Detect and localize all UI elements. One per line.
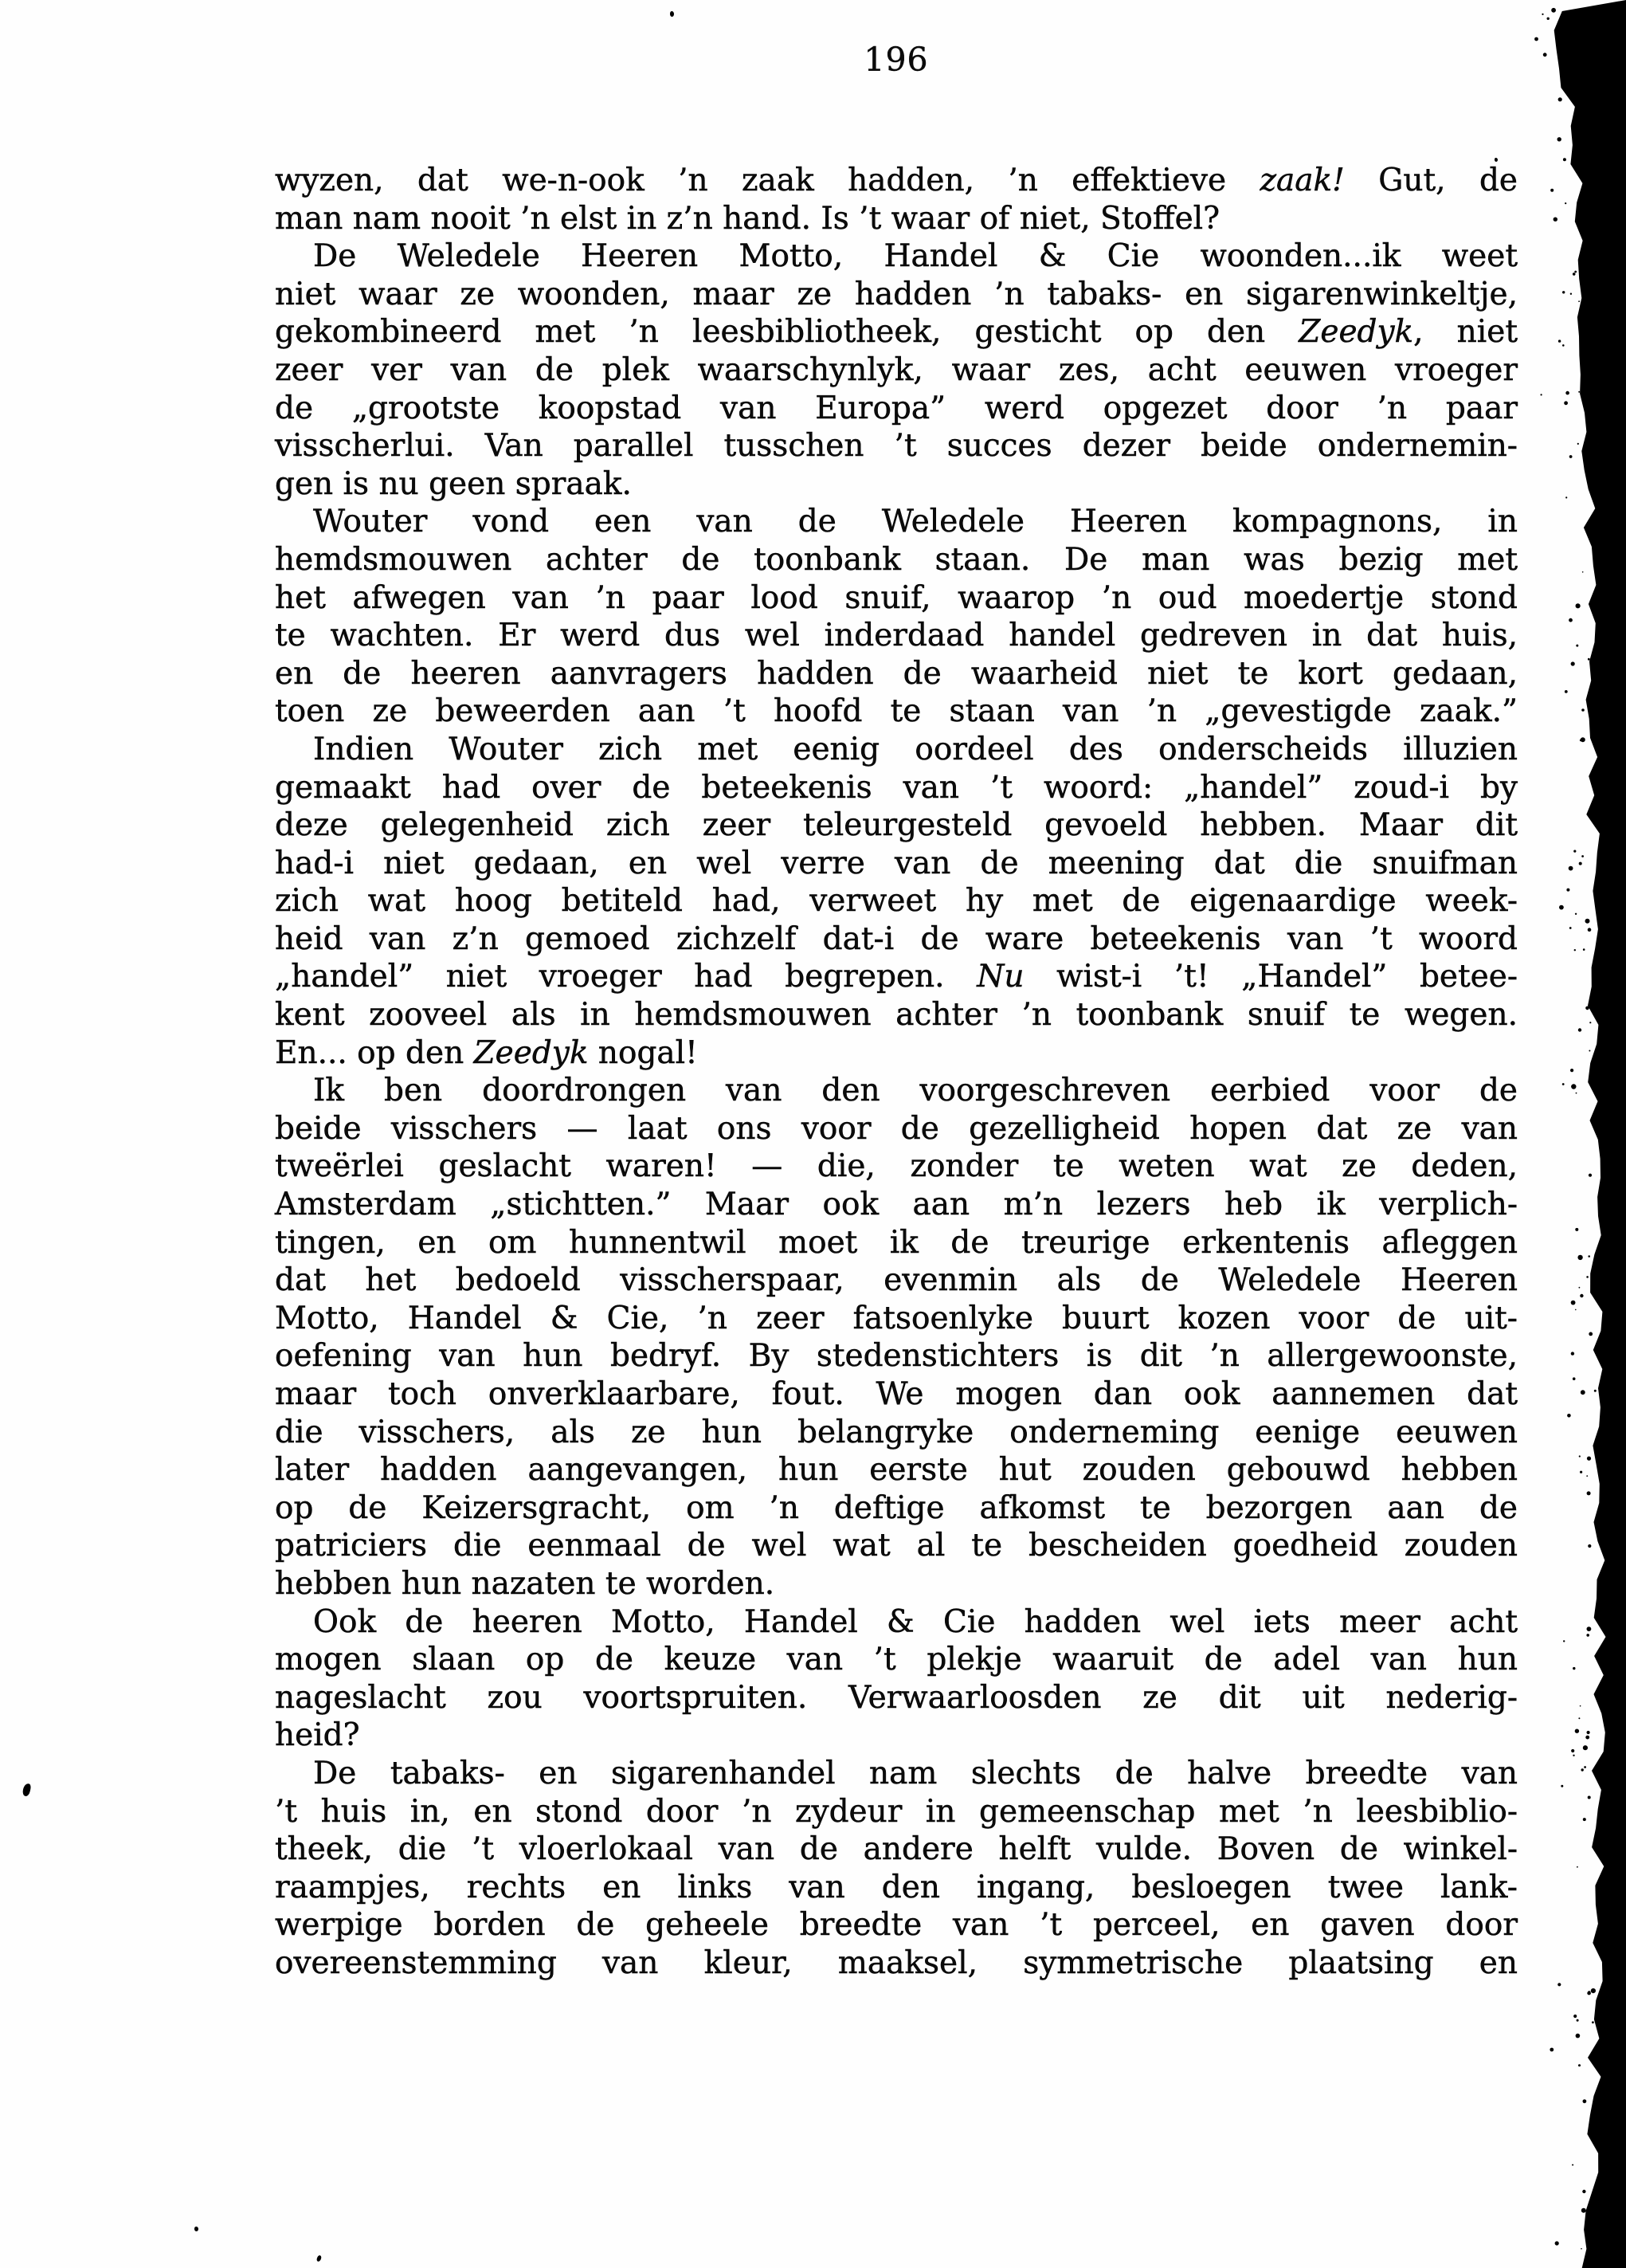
text-line bbox=[275, 920, 1518, 959]
text-segment: gen is nu geen spraak. bbox=[275, 465, 632, 502]
text-line bbox=[275, 958, 1518, 996]
text-segment: toen ze beweerden aan ’t hoofd te staan van ’n „gevestigde zaak.” bbox=[275, 693, 1518, 730]
text-segment: Amsterdam „stichtten.” Maar ook aan m’n lezers heb ik verplich- bbox=[275, 1187, 1518, 1223]
text-segment: mogen slaan op de keuze van ’t plekje waaruit de adel van hun bbox=[275, 1642, 1518, 1678]
text-segment: gekombineerd met ’n leesbibliotheek, gesticht op den bbox=[275, 314, 1299, 351]
text-line bbox=[275, 1451, 1518, 1489]
text-line bbox=[275, 1186, 1518, 1224]
text-segment: zich wat hoog betiteld had, verweet hy met de eigenaardige week- bbox=[275, 883, 1518, 920]
text-line bbox=[275, 1414, 1518, 1452]
text-segment: op de Keizersgracht, om ’n deftige afkomst te bezorgen aan de bbox=[275, 1489, 1518, 1526]
text-segment: gemaakt had over de beteekenis van ’t woord: „handel” zoud-i by bbox=[275, 769, 1518, 806]
scan-edge-artifact bbox=[1514, 0, 1626, 2268]
text-segment: maar toch onverklaarbare, fout. We mogen dan ook aannemen dat bbox=[275, 1376, 1518, 1412]
text-line bbox=[275, 351, 1518, 390]
text-line bbox=[275, 845, 1518, 883]
text-segment: de „grootste koopstad van Europa” werd opgezet door ’n paar bbox=[275, 390, 1518, 426]
text-segment: raampjes, rechts en links van den ingang, besloegen twee lank- bbox=[275, 1869, 1518, 1905]
paragraph bbox=[275, 1603, 1518, 1755]
text-line bbox=[275, 1717, 1518, 1755]
text-segment: man nam nooit ’n elst in z’n hand. Is ’t waar of niet, Stoffel? bbox=[275, 200, 1220, 237]
text-line bbox=[275, 1869, 1518, 1907]
text-line bbox=[275, 1603, 1518, 1642]
text-segment: het afwegen van ’n paar lood snuif, waarop ’n oud moedertje stond bbox=[275, 579, 1518, 616]
text-line bbox=[275, 579, 1518, 618]
ink-speck bbox=[316, 2254, 323, 2262]
text-segment: had-i niet gedaan, en wel verre van de meening dat die snuifman bbox=[275, 845, 1518, 881]
text-line bbox=[275, 1830, 1518, 1869]
text-line bbox=[275, 1262, 1518, 1300]
text-segment: theek, die ’t vloerlokaal van de andere helft vulde. Boven de winkel- bbox=[275, 1831, 1518, 1868]
italic-text: zaak! bbox=[1260, 163, 1345, 198]
text-segment: visscherlui. Van parallel tusschen ’t succes dezer beide ondernemin- bbox=[275, 428, 1518, 465]
text-line bbox=[275, 465, 1518, 504]
text-segment: En... op den bbox=[275, 1034, 474, 1071]
text-line bbox=[275, 617, 1518, 655]
italic-text: Zeedyk bbox=[1299, 314, 1414, 351]
text-segment: niet waar ze woonden, maar ze hadden ’n tabaks- en sigarenwinkeltje, bbox=[275, 276, 1518, 312]
text-line bbox=[275, 1337, 1518, 1375]
text-line bbox=[275, 313, 1518, 351]
text-segment: tweërlei geslacht waren! — die, zonder te weten wat ze deden, bbox=[275, 1148, 1518, 1185]
text-segment: tingen, en om hunnentwil moet ik de treurige erkentenis afleggen bbox=[275, 1224, 1518, 1261]
text-block bbox=[275, 162, 1518, 1983]
text-segment: zeer ver van de plek waarschynlyk, waar zes, acht eeuwen vroeger bbox=[275, 351, 1518, 388]
text-segment: heid van z’n gemoed zichzelf dat-i de ware beteekenis van ’t woord bbox=[275, 920, 1518, 957]
paragraph bbox=[275, 237, 1518, 503]
text-segment: Gut, de bbox=[1344, 163, 1518, 198]
text-segment: Ook de heeren Motto, Handel & Cie hadden wel iets meer acht bbox=[313, 1603, 1518, 1640]
text-line bbox=[275, 1224, 1518, 1262]
paragraph bbox=[275, 1072, 1518, 1603]
text-segment: wyzen, dat we-n-ook ’n zaak hadden, ’n effektieve bbox=[275, 163, 1260, 198]
text-line bbox=[275, 882, 1518, 920]
text-segment: Motto, Handel & Cie, ’n zeer fatsoenlyke buurt kozen voor de uit- bbox=[275, 1300, 1518, 1336]
italic-text: Zeedyk bbox=[473, 1034, 589, 1071]
text-segment: kent zooveel als in hemdsmouwen achter ’n toonbank snuif te wegen. bbox=[275, 997, 1518, 1034]
text-segment: De tabaks- en sigarenhandel nam slechts de halve breedte van bbox=[313, 1755, 1518, 1791]
text-segment: Ik ben doordrongen van den voorgeschreven eerbied voor de bbox=[313, 1073, 1518, 1109]
text-segment: Indien Wouter zich met eenig oordeel des onderscheids illuzien bbox=[313, 731, 1518, 767]
text-line bbox=[275, 1300, 1518, 1338]
paragraph bbox=[275, 731, 1518, 1072]
text-segment: De Weledele Heeren Motto, Handel & Cie woonden...ik weet bbox=[313, 238, 1518, 275]
text-line bbox=[275, 806, 1518, 845]
text-segment: te wachten. Er werd dus wel inderdaad handel gedreven in dat huis, bbox=[275, 618, 1518, 654]
text-segment: hebben hun nazaten te worden. bbox=[275, 1565, 775, 1602]
text-line bbox=[275, 1944, 1518, 1983]
text-line bbox=[275, 1641, 1518, 1679]
text-line bbox=[275, 1527, 1518, 1565]
text-line bbox=[275, 541, 1518, 579]
text-segment: ’t huis in, en stond door ’n zydeur in gemeenschap met ’n leesbiblio- bbox=[275, 1793, 1518, 1830]
text-line bbox=[275, 200, 1518, 238]
text-line bbox=[275, 693, 1518, 731]
text-line bbox=[275, 1034, 1518, 1073]
text-line bbox=[275, 162, 1518, 200]
text-line bbox=[275, 1679, 1518, 1717]
text-segment: heid? bbox=[275, 1717, 360, 1754]
text-line bbox=[275, 237, 1518, 276]
text-line bbox=[275, 503, 1518, 541]
text-segment: nageslacht zou voortspruiten. Verwaarloosden ze dit uit nederig- bbox=[275, 1679, 1518, 1716]
text-segment: overeenstemming van kleur, maaksel, symmetrische plaatsing en bbox=[275, 1944, 1518, 1981]
ink-speck bbox=[1495, 158, 1498, 162]
italic-text: Nu bbox=[977, 959, 1025, 995]
text-segment: patriciers die eenmaal de wel wat al te bescheiden goedheid zouden bbox=[275, 1528, 1518, 1564]
text-segment: later hadden aangevangen, hun eerste hut zouden gebouwd hebben bbox=[275, 1452, 1518, 1489]
text-segment: Wouter vond een van de Weledele Heeren kompagnons, in bbox=[313, 504, 1518, 540]
text-segment: hemdsmouwen achter de toonbank staan. De man was bezig met bbox=[275, 541, 1518, 578]
text-segment: oefening van hun bedryf. By stedenstichters is dit ’n allergewoonste, bbox=[275, 1338, 1518, 1375]
text-line bbox=[275, 769, 1518, 807]
ink-speck bbox=[670, 11, 674, 17]
paragraph bbox=[275, 503, 1518, 731]
text-segment: werpige borden de geheele breedte van ’t perceel, en gaven door bbox=[275, 1907, 1518, 1944]
text-line bbox=[275, 276, 1518, 314]
text-line bbox=[275, 996, 1518, 1034]
text-line bbox=[275, 427, 1518, 465]
text-line bbox=[275, 1072, 1518, 1110]
text-segment: en de heeren aanvragers hadden de waarheid niet te kort gedaan, bbox=[275, 655, 1518, 692]
text-line bbox=[275, 1148, 1518, 1186]
text-line bbox=[275, 1793, 1518, 1831]
text-segment: beide visschers — laat ons voor de gezelligheid hopen dat ze van bbox=[275, 1110, 1518, 1147]
ink-speck bbox=[194, 2227, 198, 2231]
text-line bbox=[275, 1565, 1518, 1603]
text-line bbox=[275, 1489, 1518, 1528]
paragraph bbox=[275, 162, 1518, 237]
text-line bbox=[275, 1906, 1518, 1944]
text-line bbox=[275, 1375, 1518, 1414]
paragraph bbox=[275, 1755, 1518, 1983]
text-segment: wist-i ’t! „Handel” betee- bbox=[1024, 959, 1518, 995]
text-segment: dat het bedoeld visscherspaar, evenmin als de Weledele Heeren bbox=[275, 1262, 1518, 1299]
text-segment: , niet bbox=[1413, 314, 1518, 351]
text-line bbox=[275, 1755, 1518, 1793]
text-line bbox=[275, 731, 1518, 769]
page-number: 196 bbox=[864, 41, 929, 79]
ink-speck bbox=[22, 1783, 31, 1797]
text-segment: „handel” niet vroeger had begrepen. bbox=[275, 959, 978, 995]
text-segment: nogal! bbox=[588, 1034, 698, 1071]
text-line bbox=[275, 1110, 1518, 1148]
text-segment: die visschers, als ze hun belangryke onderneming eenige eeuwen bbox=[275, 1414, 1518, 1450]
text-segment: deze gelegenheid zich zeer teleurgesteld gevoeld hebben. Maar dit bbox=[275, 807, 1518, 844]
text-line bbox=[275, 390, 1518, 428]
text-line bbox=[275, 655, 1518, 693]
